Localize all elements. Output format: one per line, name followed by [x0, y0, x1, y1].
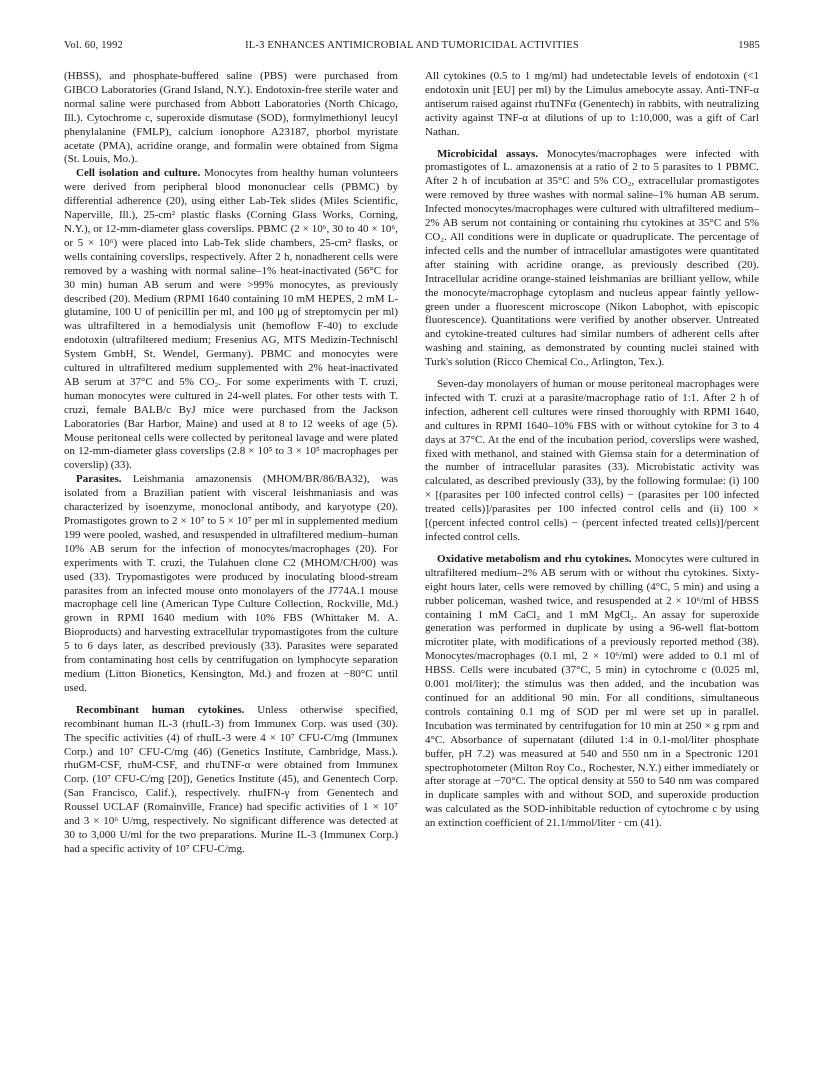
right-column [425, 70, 759, 831]
paragraph-reagents: (HBSS), and phosphate-buffered saline (PBS) were purchased from GIBCO Laboratories (Grand Island, N.Y.). Endotoxin-free sterile water and normal saline were purchased from Abbott Laboratories (North Chicago, Ill.). Cytochrome c, superoxide dismutase (SOD), formylmethionyl leucyl phenylalanine (FMLP), calcium ionophore A23187, phorbol myristate acetate (PMA), acridine orange, and formalin were obtained from Sigma (St. Louis, Mo.). [64, 70, 398, 166]
section-head-parasites: Parasites. [76, 473, 122, 486]
page-number: 1985 [738, 40, 760, 51]
running-title: IL-3 ENHANCES ANTIMICROBIAL AND TUMORICIDAL ACTIVITIES [245, 40, 579, 51]
paragraph-endotoxin: All cytokines (0.5 to 1 mg/ml) had undetectable levels of endotoxin (<1 endotoxin unit [EU] per ml) by the Limulus amebocyte assay. Anti-TNF-α antiserum raised against rhuTNFα (Genentech) in rabbits, with neutralizing activity against TNF-α at dilutions of up to 1:10,000, was a gift of Carl Nathan. [425, 70, 759, 138]
paragraph-oxidative: Oxidative metabolism and rhu cytokines. Monocytes were cultured in ultrafiltered medium–2% AB serum with or without rhu cytokines. Sixty-eight hours later, cells were removed by chilling (4°C, 5 min) and using a rubber policeman, washed twice, and resuspended at 2 × 10⁶/ml of HBSS containing 1 mM CaCl₂ and 1 mM MgCl₂. An assay for superoxide generation was performed in duplicate by using a 96-well flat-bottom microtiter plate, with modifications of a previously reported method (38). Monocytes/macrophages (0.1 ml, 2 × 10⁶/ml) were added to 0.1 ml of HBSS. Cells were incubated (37°C, 5 min) in cytochrome c (0.025 ml, 0.001 mol/liter); the stimulus was then added, and the incubation was continued for an additional 90 min. For all conditions, simultaneous controls containing 0.1 mg of SOD per ml were set up in parallel. Incubation was terminated by centrifugation for 10 min at 250 × g rpm and 4°C. Absorbance of supernatant (diluted 1:4 in 0.1-mol/liter phosphate buffer, pH 7.2) was measured at 540 and 550 nm in a Spectronic 1201 spectrophotometer (Milton Roy Co., Rochester, N.Y.) either immediately or after storage at −70°C. The optical density at 550 to 540 nm was compared in duplicate samples with and without SOD, and superoxide production was calculated as the SOD-inhibitable reduction of cytochrome c by using an extinction coefficient of 21.1/mmol/liter · cm (41). [425, 552, 759, 830]
running-header [64, 40, 760, 54]
left-column [64, 70, 398, 857]
paragraph-t-cruzi: Seven-day monolayers of human or mouse peritoneal macrophages were infected with T. cruzi at a parasite/macrophage ratio of 1:1. After 2 h of infection, adherent cell cultures were rinsed thoroughly with RPMI 1640, and cultures in RPMI 1640–10% FBS with or without cytokine for 3 to 4 days at 37°C. At the end of the incubation period, coverslips were washed, fixed with methanol, and stained with Giemsa stain for a determination of the number of intracellular parasites (33). Microbistatic activity was calculated, as described previously (33), by the following formulae: (i) 100 × [(parasites per 100 infected control cells) − (parasites per 100 infected treated cells)]/parasites per 100 infected control cells and (ii) 100 × [(percent infected control cells) − (percent infected treated cells)]/percent infected control cells. [425, 378, 759, 543]
section-head-cell-isolation: Cell isolation and culture. [76, 167, 201, 180]
section-head-oxidative: Oxidative metabolism and rhu cytokines. [437, 552, 632, 565]
section-head-microbicidal: Microbicidal assays. [437, 147, 539, 160]
paragraph-microbicidal: Microbicidal assays. Monocytes/macrophages were infected with promastigotes of L. amazonensis at a ratio of 2 to 5 parasites to 1 PBMC. After 2 h of incubation at 35°C and 5% CO₂, extracellular promastigotes were removed by three washes with normal saline–1% human AB serum. Infected monocytes/macrophages were cultured with ultrafiltered medium–2% AB serum not containing or containing rhu cytokines at 35°C and 5% CO₂. All conditions were in duplicate or quadruplicate. The percentage of infected cells and the number of intracellular amastigotes were quantitated after staining with acridine orange, as previously described (20). Intracellular acridine orange-stained leishmanias are brilliant yellow, while the monocyte/macrophage cytoplasm and nucleus appear faintly yellow-green under a fluorescent microscope (Nikon Labophot, with episcopic fluorescence). Quantitations were verified by another observer. Untreated and cytokine-treated cultures had similar numbers of adherent cells after washing and staining, as demonstrated by counting nuclei stained with Turk's solution (Ricco Chemical Co., Arlington, Tex.). [425, 147, 759, 369]
paragraph-cytokines: Recombinant human cytokines. Unless otherwise specified, recombinant human IL-3 (rhuIL-3) from Immunex Corp. was used (30). The specific activities (4) of rhuIL-3 were 4 × 10⁷ CFU-C/mg (Immunex Corp.) and 10⁷ CFU-C/mg (46) (Genetics Institute, Cambridge, Mass.). rhuGM-CSF, rhuM-CSF, and rhuTNF-α were obtained from Immunex Corp. (10⁷ CFU-C/mg [20]), Genetics Institute (45), and Genentech Corp. (San Francisco, Calif.), respectively. rhuIFN-γ from Genentech and Roussel UCLAF (Romainville, France) had specific activities of 1 × 10⁷ and 3 × 10⁶ U/mg, respectively. No significant difference was detected at 30 to 3,000 U/ml for the two preparations. Murine IL-3 (Immunex Corp.) had a specific activity of 10⁷ CFU-C/mg. [64, 703, 398, 855]
section-head-cytokines: Recombinant human cytokines. [76, 703, 245, 716]
paragraph-cell-isolation: Cell isolation and culture. Monocytes from healthy human volunteers were derived from peripheral blood mononuclear cells (PBMC) by differential adherence (20), using either Lab-Tek slides (Miles Scientific, Naperville, Ill.), 25-cm² plastic flasks (Corning Glass Works, Corning, N.Y.), or 12-mm-diameter glass coverslips. PBMC (2 × 10⁶, 30 to 40 × 10⁶, or 5 × 10⁶) were placed into Lab-Tek slide chambers, 25-cm² flasks, or wells containing coverslips, respectively. After 2 h, nonadherent cells were removed by a washing with normal saline–1% heat-inactivated (56°C for 30 min) human AB serum and were >99% monocytes, as previously described (20). Medium (RPMI 1640 containing 10 mM HEPES, 2 mM L-glutamine, 100 U of penicillin per ml, and 100 μg of streptomycin per ml) was ultrafiltered in a hemodialysis unit (hemoflow F-40) to exclude endotoxin (ultrafiltered medium; Fresenius AG, MTS Medizin-Technischl System GmbH, St. Wendel, Germany). PBMC and monocytes were cultured in ultrafiltered medium supplemented with 2% heat-inactivated AB serum at 37°C and 5% CO₂. For some experiments with T. cruzi, human monocytes were cultured in 24-well plates. For other tests with T. cruzi, female BALB/c ByJ mice were purchased from the Jackson Laboratories (Bar Harbor, Maine) and used at 8 to 12 weeks of age (5). Mouse peritoneal cells were collected by peritoneal lavage and were plated on 12-mm-diameter glass coverslips (2.8 × 10⁵ to 3 × 10⁵ macrophages per coverslip) (33). [64, 167, 399, 472]
volume-label: Vol. 60, 1992 [64, 40, 123, 51]
paragraph-parasites: Parasites. Leishmania amazonensis (MHOM/BR/86/BA32), was isolated from a Brazilian patient with visceral leishmaniasis and was characterized by isoenzyme, monoclonal antibody, and karyotype (20). Promastigotes grown to 2 × 10⁷ to 5 × 10⁷ per ml in supplemented medium 199 were pooled, washed, and resuspended in ultrafiltered medium–human 10% AB serum for the infection of monocytes/macrophages (20). For experiments with T. cruzi, the Tulahuen clone C2 (MHOM/CH/00) was used (33). Trypomastigotes were produced by inoculating blood-stream parasites from an infected mouse onto monolayers of the J774A.1 mouse macrophage cell line (American Type Culture Collection, Rockville, Md.) grown in RPMI 1640 medium with 10% FBS (Whittaker M. A. Bioproducts) and harvesting extracellular trypomastigotes from the culture 5 to 6 days later, as described previously (33). Parasites were separated from contaminating host cells by centrifugation on lymphocyte separation medium (Litton Bionetics, Kensington, Md.) and frozen at −80°C until used. [64, 473, 399, 694]
